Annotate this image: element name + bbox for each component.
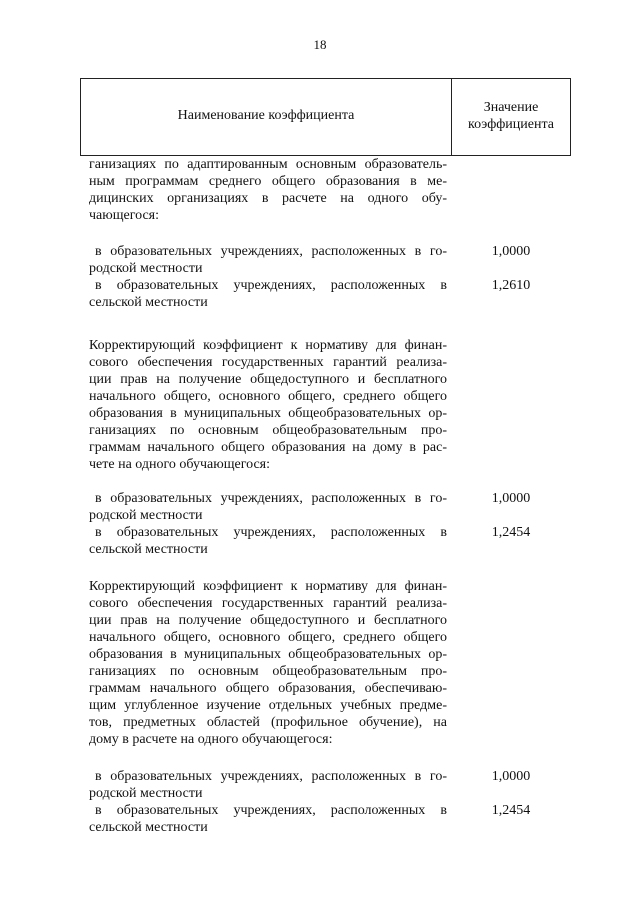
text-line: сельской местности bbox=[89, 542, 208, 557]
text-line: ции прав на получение общедоступного и бесплатного bbox=[89, 372, 447, 387]
block3-row-urban bbox=[89, 768, 447, 802]
text-line: родской местности bbox=[89, 508, 203, 523]
block2-value-rural: 1,2454 bbox=[491, 525, 531, 540]
text-line: чете на одного обучающегося: bbox=[89, 457, 270, 472]
table-top-border bbox=[80, 78, 571, 79]
text-line: образования в муниципальных общеобразовательных ор- bbox=[89, 406, 447, 421]
block1-row-urban bbox=[89, 243, 447, 277]
text-line: граммам начального общего образования на дому в рас- bbox=[89, 440, 447, 455]
text-line: дицинских организациях в расчете на одного обу- bbox=[89, 191, 447, 206]
block2-description bbox=[89, 337, 447, 473]
text-line: чающегося: bbox=[89, 208, 159, 223]
block3-row-rural bbox=[89, 802, 447, 836]
block2-row-rural bbox=[89, 524, 447, 558]
text-line: образования в муниципальных общеобразовательных ор- bbox=[89, 647, 447, 662]
text-line: ганизациях по адаптированным основным образователь- bbox=[89, 157, 447, 172]
text-line: сового обеспечения государственных гарантий реализа- bbox=[89, 596, 447, 611]
text-line: родской местности bbox=[89, 786, 203, 801]
text-line: в образовательных учреждениях, расположенных в bbox=[95, 278, 447, 293]
text-line: в образовательных учреждениях, расположенных в го- bbox=[95, 244, 447, 259]
block3-description bbox=[89, 578, 447, 748]
text-line: родской местности bbox=[89, 261, 203, 276]
text-line: ганизациях по основным общеобразовательным про- bbox=[89, 423, 447, 438]
text-line: Корректирующий коэффициент к нормативу для финан- bbox=[89, 579, 447, 594]
block1-value-rural: 1,2610 bbox=[491, 278, 531, 293]
block2-row-urban bbox=[89, 490, 447, 524]
text-line: ным программам среднего общего образования в ме- bbox=[89, 174, 447, 189]
header-coefficient-name: Наименование коэффициента bbox=[177, 108, 355, 123]
text-line: сельской местности bbox=[89, 820, 208, 835]
block1-value-urban: 1,0000 bbox=[491, 244, 531, 259]
text-line: сового обеспечения государственных гарантий реализа- bbox=[89, 355, 447, 370]
header-coefficient-value bbox=[452, 99, 570, 133]
text-line: Корректирующий коэффициент к нормативу для финан- bbox=[89, 338, 447, 353]
table-left-border bbox=[80, 78, 81, 156]
text-line: сельской местности bbox=[89, 295, 208, 310]
text-line: ции прав на получение общедоступного и бесплатного bbox=[89, 613, 447, 628]
block3-value-urban: 1,0000 bbox=[491, 769, 531, 784]
text-line: в образовательных учреждениях, расположенных в го- bbox=[95, 769, 447, 784]
block1-row-rural bbox=[89, 277, 447, 311]
text-line: в образовательных учреждениях, расположенных в го- bbox=[95, 491, 447, 506]
block3-value-rural: 1,2454 bbox=[491, 803, 531, 818]
text-line: тов, предметных областей (профильное обучение), на bbox=[89, 715, 447, 730]
page-number: 18 bbox=[313, 37, 327, 52]
header-value-line2: коэффициента bbox=[468, 117, 554, 132]
text-line: граммам начального общего образования, обеспечиваю- bbox=[89, 681, 447, 696]
text-line: ганизациях по основным общеобразовательным про- bbox=[89, 664, 447, 679]
header-value-line1: Значение bbox=[483, 100, 539, 115]
text-line: дому в расчете на одного обучающегося: bbox=[89, 732, 333, 747]
text-line: щим углубленное изучение отдельных учебных предме- bbox=[89, 698, 447, 713]
text-line: начального общего, основного общего, среднего общего bbox=[89, 389, 447, 404]
table-right-border bbox=[570, 78, 571, 156]
block2-value-urban: 1,0000 bbox=[491, 491, 531, 506]
block1-description bbox=[89, 156, 447, 224]
text-line: начального общего, основного общего, среднего общего bbox=[89, 630, 447, 645]
text-line: в образовательных учреждениях, расположенных в bbox=[95, 525, 447, 540]
text-line: в образовательных учреждениях, расположенных в bbox=[95, 803, 447, 818]
